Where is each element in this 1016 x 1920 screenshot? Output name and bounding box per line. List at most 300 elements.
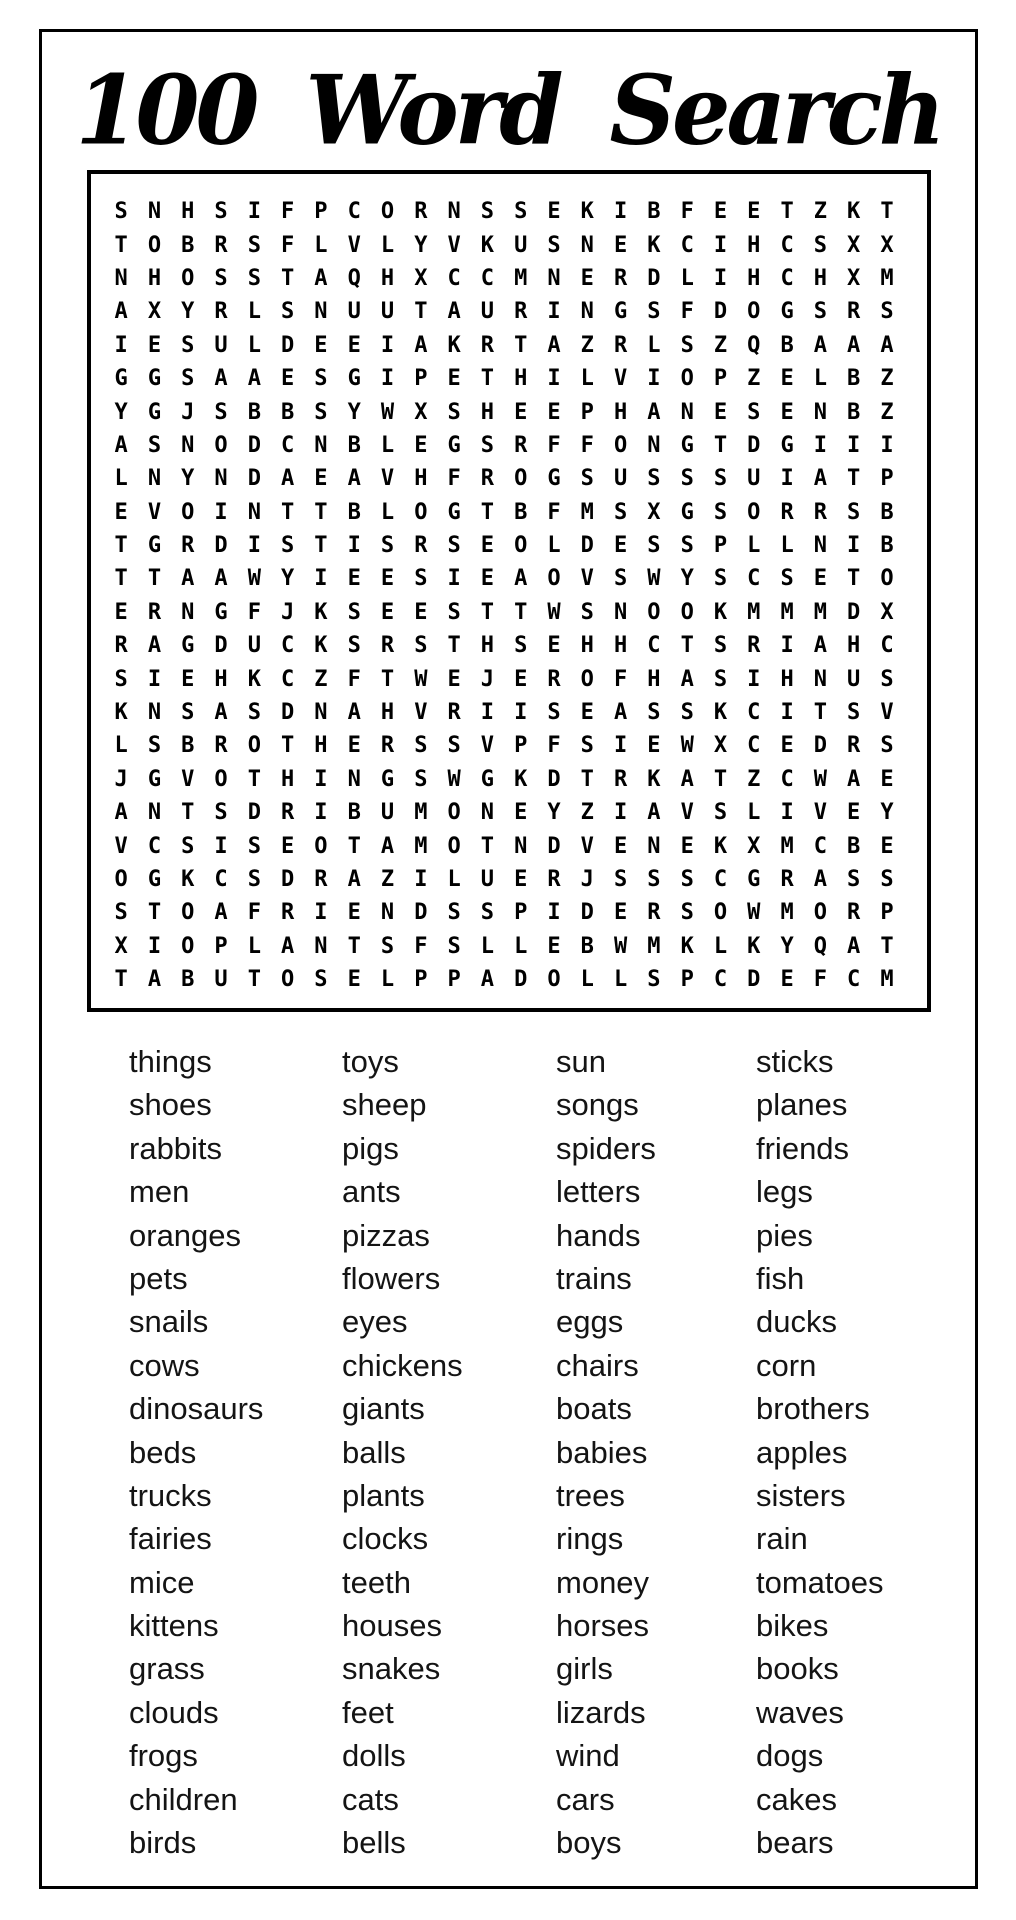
grid-letter: S bbox=[713, 499, 728, 525]
grid-letter: I bbox=[247, 199, 261, 225]
grid-letter: B bbox=[847, 399, 861, 425]
grid-letter: C bbox=[747, 566, 761, 592]
grid-letter: N bbox=[647, 833, 661, 859]
grid-letter: O bbox=[880, 566, 894, 592]
grid-letter: B bbox=[847, 366, 861, 392]
grid-letter: F bbox=[813, 967, 827, 993]
grid-letter: L bbox=[613, 967, 628, 993]
grid-letter: U bbox=[847, 666, 861, 692]
grid-letter: F bbox=[547, 432, 561, 458]
grid-letter: X bbox=[847, 232, 861, 258]
grid-letter: I bbox=[347, 533, 361, 559]
word-item: rabbits bbox=[129, 1130, 223, 1166]
word-item: boats bbox=[556, 1391, 632, 1427]
grid-letter: A bbox=[647, 800, 661, 826]
grid-letter: K bbox=[181, 867, 195, 892]
grid-letter: N bbox=[813, 533, 827, 559]
grid-letter: I bbox=[214, 833, 228, 859]
grid-letter: F bbox=[547, 499, 561, 525]
word-item: chairs bbox=[556, 1347, 639, 1383]
grid-letter: D bbox=[547, 766, 561, 792]
grid-letter: K bbox=[713, 833, 728, 859]
grid-letter: S bbox=[214, 265, 228, 291]
grid-row bbox=[105, 262, 927, 295]
word-item: friends bbox=[756, 1130, 850, 1166]
word-item: pigs bbox=[342, 1130, 399, 1166]
grid-letter: R bbox=[780, 499, 794, 525]
grid-letter: H bbox=[780, 666, 794, 692]
grid-letter: S bbox=[780, 566, 794, 592]
grid-letter: T bbox=[580, 766, 594, 792]
grid-letter: A bbox=[414, 332, 428, 358]
grid-row bbox=[105, 395, 927, 428]
word-item: sheep bbox=[342, 1087, 427, 1123]
word-item: ducks bbox=[756, 1304, 837, 1340]
grid-letter: A bbox=[281, 466, 295, 492]
grid-letter: G bbox=[214, 599, 228, 625]
grid-letter: E bbox=[380, 599, 395, 625]
grid-letter: G bbox=[147, 399, 162, 425]
grid-letter: D bbox=[580, 533, 594, 559]
grid-letter: A bbox=[447, 299, 461, 325]
grid-letter: O bbox=[181, 499, 195, 525]
grid-letter: S bbox=[647, 700, 661, 726]
grid-letter: F bbox=[247, 900, 261, 926]
word-item: girls bbox=[556, 1651, 613, 1687]
word-item: wind bbox=[556, 1738, 620, 1774]
grid-letter: S bbox=[880, 299, 894, 325]
grid-letter: I bbox=[713, 265, 728, 291]
grid-letter: V bbox=[414, 700, 428, 726]
grid-letter: L bbox=[780, 533, 794, 559]
grid-letter: D bbox=[281, 867, 295, 892]
grid-letter: O bbox=[214, 766, 228, 792]
grid-letter: R bbox=[314, 867, 328, 892]
grid-letter: O bbox=[680, 599, 694, 625]
word-item: spiders bbox=[556, 1130, 656, 1166]
word-item: snails bbox=[129, 1304, 209, 1340]
grid-letter: R bbox=[514, 299, 528, 325]
grid-letter: R bbox=[114, 633, 128, 659]
grid-letter: O bbox=[247, 733, 261, 759]
grid-letter: B bbox=[647, 199, 661, 225]
grid-letter: E bbox=[414, 432, 428, 458]
grid-letter: P bbox=[514, 900, 528, 926]
grid-letter: H bbox=[747, 232, 761, 258]
grid-letter: S bbox=[347, 599, 361, 625]
grid-letter: T bbox=[247, 967, 261, 993]
grid-letter: L bbox=[247, 332, 261, 358]
grid-letter: H bbox=[813, 265, 827, 291]
grid-letter: R bbox=[747, 633, 761, 659]
page-title: 100 Word Search bbox=[75, 53, 942, 167]
word-item: teeth bbox=[342, 1564, 411, 1600]
grid-letter: J bbox=[480, 666, 495, 692]
grid-letter: I bbox=[780, 800, 794, 826]
grid-letter: S bbox=[880, 733, 894, 759]
grid-letter: X bbox=[880, 599, 894, 625]
grid-letter: H bbox=[414, 466, 428, 492]
grid-letter: A bbox=[813, 466, 827, 492]
grid-letter: S bbox=[880, 867, 894, 892]
grid-letter: D bbox=[514, 967, 528, 993]
grid-letter: S bbox=[613, 867, 628, 892]
word-item: cakes bbox=[756, 1781, 837, 1817]
grid-row bbox=[105, 562, 927, 595]
grid-letter: D bbox=[713, 299, 728, 325]
grid-letter: T bbox=[380, 666, 395, 692]
grid-letter: S bbox=[114, 666, 128, 692]
grid-letter: L bbox=[247, 299, 261, 325]
grid-letter: D bbox=[247, 800, 261, 826]
grid-letter: S bbox=[447, 933, 461, 959]
grid-letter: M bbox=[514, 265, 528, 291]
grid-letter: B bbox=[347, 800, 361, 826]
grid-letter: Q bbox=[747, 332, 761, 358]
grid-letter: L bbox=[114, 466, 128, 492]
grid-letter: V bbox=[580, 566, 594, 592]
grid-letter: D bbox=[281, 332, 295, 358]
grid-letter: Q bbox=[813, 933, 827, 959]
grid-letter: S bbox=[447, 900, 461, 926]
grid-letter: S bbox=[281, 299, 295, 325]
grid-row bbox=[105, 529, 927, 562]
grid-letter: F bbox=[613, 666, 628, 692]
grid-letter: G bbox=[147, 533, 162, 559]
grid-letter: N bbox=[480, 800, 495, 826]
grid-letter: O bbox=[547, 967, 561, 993]
grid-letter: A bbox=[281, 933, 295, 959]
word-item: pets bbox=[129, 1260, 188, 1296]
grid-letter: E bbox=[780, 366, 794, 392]
word-list-column bbox=[342, 1040, 556, 1864]
grid-letter: E bbox=[713, 199, 728, 225]
grid-letter: W bbox=[447, 766, 461, 792]
grid-letter: H bbox=[480, 399, 495, 425]
grid-letter: I bbox=[747, 666, 761, 692]
grid-letter: A bbox=[347, 466, 361, 492]
grid-letter: T bbox=[181, 800, 195, 826]
grid-letter: G bbox=[480, 766, 495, 792]
grid-letter: G bbox=[147, 366, 162, 392]
grid-letter: Z bbox=[880, 399, 894, 425]
grid-letter: N bbox=[447, 199, 461, 225]
word-item: shoes bbox=[129, 1087, 212, 1123]
grid-row bbox=[105, 362, 927, 395]
grid-letter: H bbox=[181, 199, 195, 225]
word-item: trains bbox=[556, 1260, 632, 1296]
word-item: rain bbox=[756, 1521, 808, 1557]
grid-letter: A bbox=[680, 666, 694, 692]
grid-row bbox=[105, 228, 927, 261]
grid-letter: K bbox=[580, 199, 594, 225]
grid-letter: R bbox=[147, 599, 162, 625]
grid-letter: S bbox=[680, 700, 694, 726]
grid-letter: O bbox=[680, 366, 694, 392]
grid-letter: S bbox=[447, 733, 461, 759]
grid-letter: S bbox=[813, 299, 827, 325]
grid-letter: S bbox=[847, 700, 861, 726]
grid-letter: H bbox=[480, 633, 495, 659]
grid-letter: I bbox=[447, 566, 461, 592]
grid-letter: L bbox=[713, 933, 728, 959]
grid-letter: P bbox=[713, 533, 728, 559]
grid-letter: S bbox=[114, 900, 128, 926]
grid-letter: O bbox=[414, 499, 428, 525]
grid-letter: O bbox=[747, 499, 761, 525]
grid-letter: T bbox=[147, 566, 162, 592]
grid-letter: S bbox=[347, 633, 361, 659]
grid-letter: S bbox=[580, 733, 594, 759]
word-item: songs bbox=[556, 1087, 639, 1123]
word-item: men bbox=[129, 1174, 190, 1210]
grid-letter: S bbox=[680, 867, 694, 892]
grid-letter: M bbox=[780, 599, 794, 625]
grid-letter: S bbox=[147, 432, 162, 458]
grid-letter: C bbox=[880, 633, 894, 659]
word-item: letters bbox=[556, 1174, 641, 1210]
word-item: giants bbox=[342, 1391, 425, 1427]
grid-letter: Y bbox=[181, 466, 195, 492]
grid-letter: P bbox=[580, 399, 594, 425]
grid-letter: N bbox=[314, 700, 328, 726]
grid-letter: E bbox=[813, 566, 827, 592]
grid-letter: U bbox=[380, 299, 395, 325]
grid-letter: O bbox=[647, 599, 661, 625]
grid-letter: E bbox=[414, 599, 428, 625]
grid-letter: L bbox=[380, 967, 395, 993]
word-item: snakes bbox=[342, 1651, 441, 1687]
grid-letter: L bbox=[680, 265, 694, 291]
grid-letter: S bbox=[380, 533, 395, 559]
grid-letter: A bbox=[314, 265, 328, 291]
grid-letter: U bbox=[214, 967, 228, 993]
grid-letter: A bbox=[647, 399, 661, 425]
grid-letter: F bbox=[580, 432, 594, 458]
grid-letter: U bbox=[247, 633, 261, 659]
grid-letter: U bbox=[613, 466, 628, 492]
grid-letter: E bbox=[347, 566, 361, 592]
grid-letter: L bbox=[813, 366, 827, 392]
grid-row bbox=[105, 896, 927, 929]
grid-letter: L bbox=[514, 933, 528, 959]
grid-letter: E bbox=[880, 766, 894, 792]
grid-letter: S bbox=[181, 700, 195, 726]
grid-letter: N bbox=[147, 466, 162, 492]
grid-letter: Z bbox=[880, 366, 894, 392]
grid-letter: R bbox=[847, 900, 861, 926]
grid-letter: G bbox=[447, 432, 461, 458]
grid-letter: P bbox=[447, 967, 461, 993]
grid-letter: B bbox=[247, 399, 261, 425]
grid-letter: I bbox=[780, 633, 794, 659]
grid-letter: S bbox=[514, 633, 528, 659]
grid-letter: H bbox=[514, 366, 528, 392]
grid-letter: A bbox=[114, 800, 128, 826]
word-item: legs bbox=[756, 1174, 813, 1210]
grid-letter: F bbox=[547, 733, 561, 759]
grid-letter: S bbox=[414, 566, 428, 592]
grid-letter: S bbox=[247, 265, 261, 291]
grid-letter: C bbox=[281, 432, 295, 458]
grid-letter: B bbox=[181, 967, 195, 993]
grid-letter: I bbox=[547, 366, 561, 392]
grid-letter: T bbox=[147, 900, 162, 926]
grid-letter: I bbox=[514, 700, 528, 726]
grid-letter: S bbox=[181, 366, 195, 392]
grid-letter: E bbox=[547, 199, 561, 225]
grid-letter: C bbox=[214, 867, 228, 892]
word-item: toys bbox=[342, 1044, 399, 1079]
grid-letter: B bbox=[780, 332, 794, 358]
grid-letter: E bbox=[314, 466, 328, 492]
grid-letter: U bbox=[347, 299, 361, 325]
grid-letter: W bbox=[380, 399, 395, 425]
grid-row bbox=[105, 629, 927, 662]
grid-letter: A bbox=[114, 299, 128, 325]
grid-letter: H bbox=[214, 666, 228, 692]
grid-letter: S bbox=[281, 533, 295, 559]
grid-letter: T bbox=[514, 332, 528, 358]
grid-letter: I bbox=[147, 666, 162, 692]
word-item: waves bbox=[756, 1694, 844, 1730]
grid-letter: N bbox=[580, 299, 594, 325]
grid-letter: A bbox=[347, 867, 361, 892]
grid-letter: C bbox=[647, 633, 661, 659]
grid-letter: E bbox=[480, 533, 495, 559]
grid-letter: L bbox=[380, 499, 395, 525]
grid-letter: I bbox=[147, 933, 162, 959]
grid-letter: N bbox=[214, 466, 228, 492]
word-list-column bbox=[556, 1040, 756, 1864]
grid-letter: V bbox=[114, 833, 128, 859]
grid-letter: Y bbox=[680, 566, 694, 592]
grid-letter: Z bbox=[813, 199, 827, 225]
grid-letter: E bbox=[680, 833, 694, 859]
word-item: fish bbox=[756, 1260, 805, 1296]
grid-letter: F bbox=[414, 933, 428, 959]
grid-letter: W bbox=[547, 599, 561, 625]
grid-letter: Z bbox=[580, 800, 594, 826]
grid-letter: E bbox=[514, 399, 528, 425]
grid-letter: S bbox=[147, 733, 162, 759]
grid-letter: R bbox=[480, 466, 495, 492]
grid-letter: I bbox=[613, 733, 628, 759]
grid-letter: A bbox=[547, 332, 561, 358]
grid-row bbox=[105, 963, 927, 996]
grid-letter: E bbox=[613, 833, 628, 859]
grid-letter: D bbox=[747, 967, 761, 993]
grid-letter: C bbox=[281, 633, 295, 659]
grid-letter: E bbox=[613, 232, 628, 258]
grid-letter: C bbox=[747, 733, 761, 759]
grid-letter: F bbox=[447, 466, 461, 492]
grid-letter: N bbox=[613, 599, 628, 625]
grid-letter: T bbox=[847, 466, 861, 492]
grid-letter: F bbox=[247, 599, 261, 625]
grid-letter: B bbox=[847, 833, 861, 859]
grid-letter: E bbox=[514, 666, 528, 692]
grid-letter: C bbox=[480, 265, 495, 291]
grid-letter: P bbox=[514, 733, 528, 759]
grid-letter: E bbox=[514, 800, 528, 826]
grid-letter: S bbox=[647, 967, 661, 993]
grid-letter: Z bbox=[713, 332, 728, 358]
grid-letter: G bbox=[147, 766, 162, 792]
grid-row bbox=[105, 662, 927, 695]
grid-letter: K bbox=[114, 700, 128, 726]
grid-letter: E bbox=[347, 733, 361, 759]
grid-letter: E bbox=[281, 366, 295, 392]
grid-letter: O bbox=[181, 265, 195, 291]
grid-letter: L bbox=[114, 733, 128, 759]
grid-letter: W bbox=[647, 566, 661, 592]
grid-letter: A bbox=[147, 633, 162, 659]
grid-letter: I bbox=[847, 533, 861, 559]
grid-letter: A bbox=[214, 900, 228, 926]
grid-letter: R bbox=[380, 633, 395, 659]
grid-letter: K bbox=[314, 599, 328, 625]
grid-letter: V bbox=[447, 232, 461, 258]
grid-letter: N bbox=[247, 499, 261, 525]
word-item: houses bbox=[342, 1608, 442, 1644]
grid-letter: O bbox=[547, 566, 561, 592]
page-frame bbox=[39, 29, 978, 1889]
grid-letter: S bbox=[314, 366, 328, 392]
grid-letter: Y bbox=[414, 232, 428, 258]
grid-letter: S bbox=[514, 199, 528, 225]
grid-letter: D bbox=[547, 833, 561, 859]
grid-letter: R bbox=[447, 700, 461, 726]
grid-letter: T bbox=[480, 366, 495, 392]
grid-letter: I bbox=[480, 700, 495, 726]
grid-letter: I bbox=[613, 199, 628, 225]
grid-letter: E bbox=[580, 700, 594, 726]
grid-letter: E bbox=[547, 399, 561, 425]
grid-letter: X bbox=[414, 265, 428, 291]
grid-letter: K bbox=[314, 633, 328, 659]
word-item: hands bbox=[556, 1217, 641, 1253]
grid-letter: R bbox=[281, 900, 295, 926]
grid-letter: H bbox=[281, 766, 295, 792]
grid-letter: X bbox=[147, 299, 162, 325]
grid-letter: D bbox=[580, 900, 594, 926]
word-item: grass bbox=[129, 1651, 205, 1687]
grid-letter: A bbox=[114, 432, 128, 458]
word-item: things bbox=[129, 1044, 212, 1079]
grid-letter: E bbox=[147, 332, 162, 358]
grid-letter: T bbox=[880, 933, 894, 959]
grid-letter: U bbox=[480, 867, 495, 892]
grid-letter: E bbox=[314, 332, 328, 358]
word-item: eyes bbox=[342, 1304, 408, 1340]
grid-letter: C bbox=[780, 766, 794, 792]
grid-letter: R bbox=[780, 867, 794, 892]
grid-letter: C bbox=[813, 833, 827, 859]
grid-letter: I bbox=[713, 232, 728, 258]
grid-letter: Z bbox=[314, 666, 328, 692]
grid-letter: E bbox=[613, 900, 628, 926]
grid-letter: N bbox=[380, 900, 395, 926]
grid-letter: H bbox=[147, 265, 162, 291]
grid-letter: P bbox=[214, 933, 228, 959]
grid-letter: N bbox=[514, 833, 528, 859]
grid-letter: A bbox=[181, 566, 195, 592]
grid-letter: S bbox=[447, 399, 461, 425]
grid-letter: X bbox=[747, 833, 761, 859]
grid-letter: V bbox=[480, 733, 495, 759]
word-item: rings bbox=[556, 1521, 624, 1557]
